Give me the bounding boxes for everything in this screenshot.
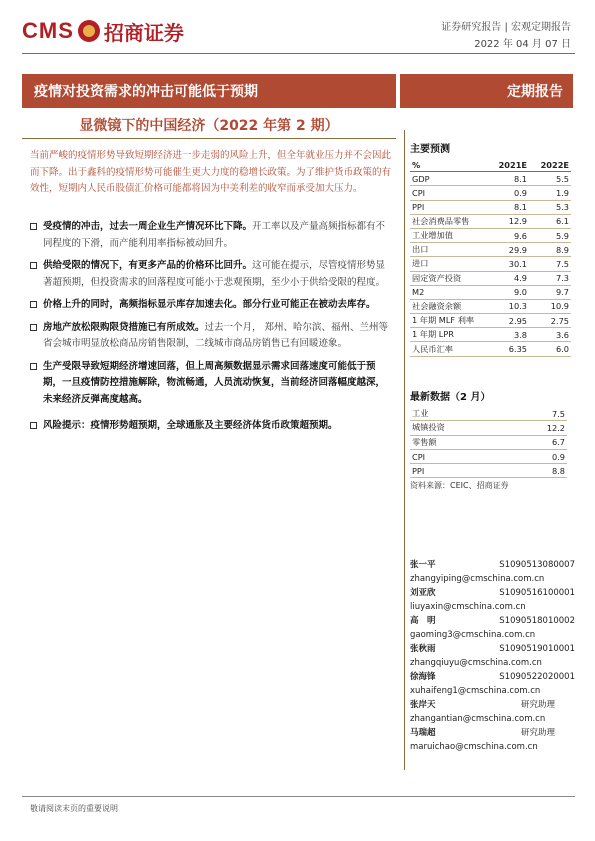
report-date: 2022 年 04 月 07 日: [474, 39, 571, 50]
column-header: 2022E: [529, 158, 571, 172]
key-point-bold: 供给受限的情况下，有更多产品的价格环比回升。: [43, 260, 253, 271]
value-2022e: 6.1: [529, 214, 571, 228]
analyst-entry: [410, 698, 575, 726]
value-2022e: 5.9: [529, 228, 571, 242]
column-divider: [404, 130, 405, 770]
table-row: [410, 299, 571, 313]
footer-divider: [22, 796, 575, 797]
value-2021e: 2.95: [487, 314, 529, 328]
key-points-list: [30, 219, 392, 441]
table-row: [410, 464, 567, 478]
value-2022e: 8.9: [529, 243, 571, 257]
report-subtitle: 显微镜下的中国经济（2022 年第 2 期）: [79, 118, 339, 134]
row-label: 出口: [410, 243, 487, 257]
row-value: 7.5: [508, 407, 567, 421]
table-row: [410, 228, 571, 242]
analyst-email[interactable]: zhangyiping@cmschina.com.cn: [410, 574, 545, 584]
row-label: 1 年期 LPR: [410, 328, 487, 342]
checkbox-bullet-icon: [30, 223, 37, 230]
table-row: [410, 285, 571, 299]
table-row: [410, 200, 571, 214]
row-label: 社会消费品零售: [410, 214, 487, 228]
analyst-name: 刘亚欣: [410, 588, 436, 598]
summary-paragraph: 当前严峻的疫情形势导致短期经济进一步走弱的风险上升，但全年就业压力并不会因此而下降。出于鑫科的疫情形势可能催生更大力度的稳增长政策。为了维护货币政策的有效性，短期内人民币股债汇价格可能都将因为中美利差的收窄而承受加大压力。: [30, 150, 392, 194]
value-2021e: 3.8: [487, 328, 529, 342]
key-point: [30, 258, 392, 291]
value-2021e: 8.1: [487, 172, 529, 186]
row-value: 0.9: [508, 449, 567, 463]
row-value: 12.2: [508, 421, 567, 435]
key-point-bold: 受疫情的冲击，过去一周企业生产情况环比下降。: [43, 221, 253, 232]
table-row: [410, 172, 571, 186]
table-row: [410, 214, 571, 228]
analyst-entry: [410, 586, 575, 614]
report-title-banner: 疫情对投资需求的冲击可能低于预期: [22, 74, 396, 108]
risk-warning: [30, 418, 392, 435]
analyst-id: S1090519010001: [499, 644, 575, 654]
forecast-title: 主要预测: [410, 144, 450, 155]
analyst-name: 马瑞超: [410, 728, 436, 738]
row-label: 人民币汇率: [410, 342, 487, 356]
report-category-banner: 定期报告: [400, 74, 573, 108]
row-value: 6.7: [508, 435, 567, 449]
analyst-id: S1090518010002: [499, 616, 575, 626]
table-row: [410, 257, 571, 271]
value-2022e: 2.75: [529, 314, 571, 328]
analyst-name: 张岸天: [410, 700, 436, 710]
key-point-text: 过去一个月， 郑州、哈尔滨、福州、兰州等省会城市明显放松商品房销售限制，二线城市商品房销售已有回暖迹象。: [43, 321, 389, 349]
row-value: 8.8: [508, 464, 567, 478]
row-label: CPI: [410, 186, 487, 200]
row-label: 1 年期 MLF 利率: [410, 314, 487, 328]
value-2021e: 9.0: [487, 285, 529, 299]
analyst-id: S1090522020001: [499, 672, 575, 682]
analyst-role: 研究助理: [520, 728, 555, 738]
value-2022e: 1.9: [529, 186, 571, 200]
row-label: 进口: [410, 257, 487, 271]
latest-data-section: [410, 388, 567, 491]
row-label: 固定资产投资: [410, 271, 487, 285]
row-label: GDP: [410, 172, 487, 186]
row-label: 零售额: [410, 435, 508, 449]
analyst-entry: [410, 726, 575, 754]
report-type: 证券研究报告 | 宏观定期报告: [441, 22, 571, 33]
risk-warning-text: 风险提示：疫情形势超预期，全球通胀及主要经济体货币政策超预期。: [43, 420, 338, 431]
footer-disclaimer: 敬请阅读末页的重要说明: [30, 804, 118, 813]
analyst-entry: [410, 642, 575, 670]
row-label: CPI: [410, 449, 508, 463]
row-label: PPI: [410, 464, 508, 478]
analyst-email[interactable]: gaoming3@cmschina.com.cn: [410, 630, 536, 640]
analyst-role: 研究助理: [520, 700, 555, 710]
value-2022e: 7.3: [529, 271, 571, 285]
logo-badge-icon: [78, 20, 100, 42]
value-2021e: 4.9: [487, 271, 529, 285]
forecast-table: [410, 158, 571, 357]
table-row: [410, 449, 567, 463]
table-row: [410, 435, 567, 449]
key-point-bold: 价格上升的同时，高频指标显示库存加速去化。部分行业可能正在被动去库存。: [43, 299, 376, 310]
value-2022e: 5.3: [529, 200, 571, 214]
checkbox-bullet-icon: [30, 422, 37, 429]
forecast-section: [410, 140, 571, 357]
analyst-id: S1090516100001: [499, 588, 575, 598]
key-point: [30, 359, 392, 409]
row-label: M2: [410, 285, 487, 299]
table-row: [410, 243, 571, 257]
column-header: %: [410, 158, 487, 172]
company-logo: [22, 18, 184, 44]
analyst-entry: [410, 558, 575, 586]
checkbox-bullet-icon: [30, 324, 37, 331]
key-point-bold: 生产受限导致短期经济增速回落，但上周高频数据显示需求回落速度可能低于预期，一旦疫情防控措施解除，物流畅通，人员流动恢复，当前经济回落幅度越深，未来经济反弹高度越高。: [43, 360, 386, 405]
value-2021e: 0.9: [487, 186, 529, 200]
value-2021e: 30.1: [487, 257, 529, 271]
logo-chinese: 招商证券: [103, 20, 184, 45]
row-label: PPI: [410, 200, 487, 214]
value-2022e: 5.5: [529, 172, 571, 186]
value-2022e: 3.6: [529, 328, 571, 342]
analyst-name: 张一平: [410, 560, 436, 570]
latest-data-title: 最新数据（2 月）: [410, 392, 491, 403]
key-point-text: 这可能在提示，尽管疫情形势显著超预期，但投资需求的回落程度可能小于悲观预期，至少小于供给受限的程度。: [43, 260, 386, 288]
data-source: 资料来源：CEIC、招商证券: [410, 481, 509, 491]
value-2021e: 10.3: [487, 299, 529, 313]
table-row: [410, 186, 571, 200]
subtitle-divider: [22, 138, 396, 139]
row-label: 城镇投资: [410, 421, 508, 435]
table-row: [410, 421, 567, 435]
checkbox-bullet-icon: [30, 301, 37, 308]
table-row: [410, 407, 567, 421]
table-header-row: [410, 158, 571, 172]
header-divider: [22, 53, 575, 54]
analyst-email[interactable]: zhangqiuyu@cmschina.com.cn: [410, 658, 542, 668]
value-2022e: 6.0: [529, 342, 571, 356]
analyst-name: 张秋雨: [410, 644, 436, 654]
checkbox-bullet-icon: [30, 363, 37, 370]
analyst-email[interactable]: zhangantian@cmschina.com.cn: [410, 714, 546, 724]
analyst-entry: [410, 614, 575, 642]
logo-latin: CMS: [22, 18, 74, 43]
value-2021e: 29.9: [487, 243, 529, 257]
analyst-entry: [410, 670, 575, 698]
analyst-id: S1090513080007: [499, 560, 575, 570]
analyst-email[interactable]: liuyaxin@cmschina.com.cn: [410, 602, 526, 612]
analyst-name: 徐海锋: [410, 672, 436, 682]
table-row: [410, 271, 571, 285]
column-header: 2021E: [487, 158, 529, 172]
key-point: [30, 219, 392, 252]
row-label: 工业: [410, 407, 508, 421]
row-label: 社会融资余额: [410, 299, 487, 313]
value-2021e: 6.35: [487, 342, 529, 356]
key-point-bold: 房地产放松限购限贷措施已有所成效。: [43, 321, 205, 333]
latest-data-table: [410, 407, 567, 478]
key-point: [30, 320, 392, 353]
table-row: [410, 342, 571, 356]
value-2021e: 8.1: [487, 200, 529, 214]
table-row: [410, 314, 571, 328]
analyst-email[interactable]: xuhaifeng1@cmschina.com.cn: [410, 686, 541, 696]
analyst-email[interactable]: maruichao@cmschina.com.cn: [410, 742, 538, 752]
value-2021e: 9.6: [487, 228, 529, 242]
value-2022e: 7.5: [529, 257, 571, 271]
row-label: 工业增加值: [410, 228, 487, 242]
value-2022e: 10.9: [529, 299, 571, 313]
value-2021e: 12.9: [487, 214, 529, 228]
analyst-name: 高 明: [410, 616, 436, 626]
key-point: [30, 297, 392, 314]
analyst-list: [410, 558, 575, 754]
table-row: [410, 328, 571, 342]
value-2022e: 9.7: [529, 285, 571, 299]
checkbox-bullet-icon: [30, 262, 37, 269]
key-point-text: 开工率以及产量高频指标都有不同程度的下滑，而产能利用率指标被动回升。: [43, 221, 386, 249]
